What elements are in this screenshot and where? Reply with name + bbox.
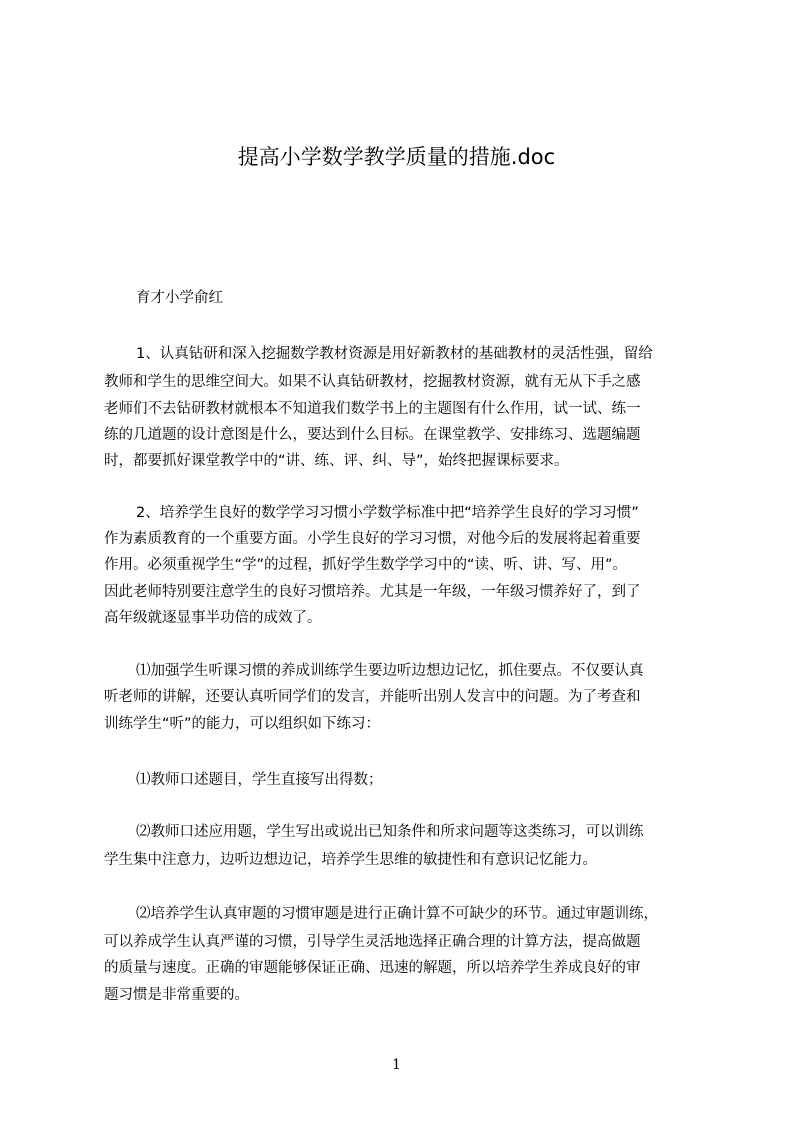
paragraph-1-line-2: 教师和学生的思维空间大。如果不认真钻研教材，挖掘教材资源，就有无从下手之感	[104, 374, 641, 390]
paragraph-2-line-1: 2、培养学生良好的数学学习习惯小学数学标准中把“培养学生良好的学习习惯”	[136, 505, 639, 521]
paragraph-1-line-5: 时，都要抓好课堂教学中的“讲、练、评、纠、导”，始终把握课标要求。	[104, 453, 569, 469]
paragraph-4-line-1: ⑴教师口述题目，学生直接写出得数；	[136, 772, 383, 788]
paragraph-5-line-2: 学生集中注意力，边听边想边记，培养学生思维的敏捷性和有意识记忆能力。	[104, 852, 597, 868]
paragraph-1-line-4: 练的几道题的设计意图是什么，要达到什么目标。在课堂教学、安排练习、选题编题	[104, 427, 641, 443]
paragraph-6-line-4: 题习惯是非常重要的。	[104, 987, 249, 1003]
paragraph-2-line-4: 因此老师特别要注意学生的良好习惯培养。尤其是一年级，一年级习惯养好了，到了	[104, 584, 641, 600]
paragraph-3-line-1: ⑴加强学生听课习惯的养成训练学生要边听边想边记忆，抓住要点。不仅要认真	[136, 663, 644, 679]
paragraph-1-line-1: 1、认真钻研和深入挖掘数学教材资源是用好新教材的基础教材的灵活性强，留给	[136, 346, 653, 362]
paragraph-5-line-1: ⑵教师口述应用题，学生写出或说出已知条件和所求问题等这类练习，可以训练	[136, 824, 644, 840]
paragraph-3-line-2: 听老师的讲解，还要认真听同学们的发言，并能听出别人发言中的问题。为了考查和	[104, 689, 641, 705]
paragraph-2-line-3: 作用。必须重视学生“学”的过程，抓好学生数学学习中的“读、听、讲、写、用”。	[104, 557, 628, 573]
author-line: 育才小学俞红	[136, 290, 223, 306]
document-title: 提高小学数学教学质量的措施.doc	[237, 145, 556, 169]
paragraph-3-line-3: 训练学生“听”的能力，可以组织如下练习：	[104, 716, 381, 732]
paragraph-2-line-5: 高年级就逐显事半功倍的成效了。	[104, 610, 322, 626]
paragraph-2-line-2: 作为素质教育的一个重要方面。小学生良好的学习习惯，对他今后的发展将起着重要	[104, 531, 641, 547]
paragraph-1-line-3: 老师们不去钻研教材就根本不知道我们数学书上的主题图有什么作用，试一试、练一	[104, 401, 641, 417]
paragraph-6-line-3: 的质量与速度。正确的审题能够保证正确、迅速的解题，所以培养学生养成良好的审	[104, 960, 641, 976]
paragraph-6-line-1: ⑵培养学生认真审题的习惯审题是进行正确计算不可缺少的环节。通过审题训练，	[136, 906, 658, 922]
paragraph-6-line-2: 可以养成学生认真严谨的习惯，引导学生灵活地选择正确合理的计算方法，提高做题	[104, 934, 641, 950]
page-number: 1	[392, 1057, 401, 1073]
